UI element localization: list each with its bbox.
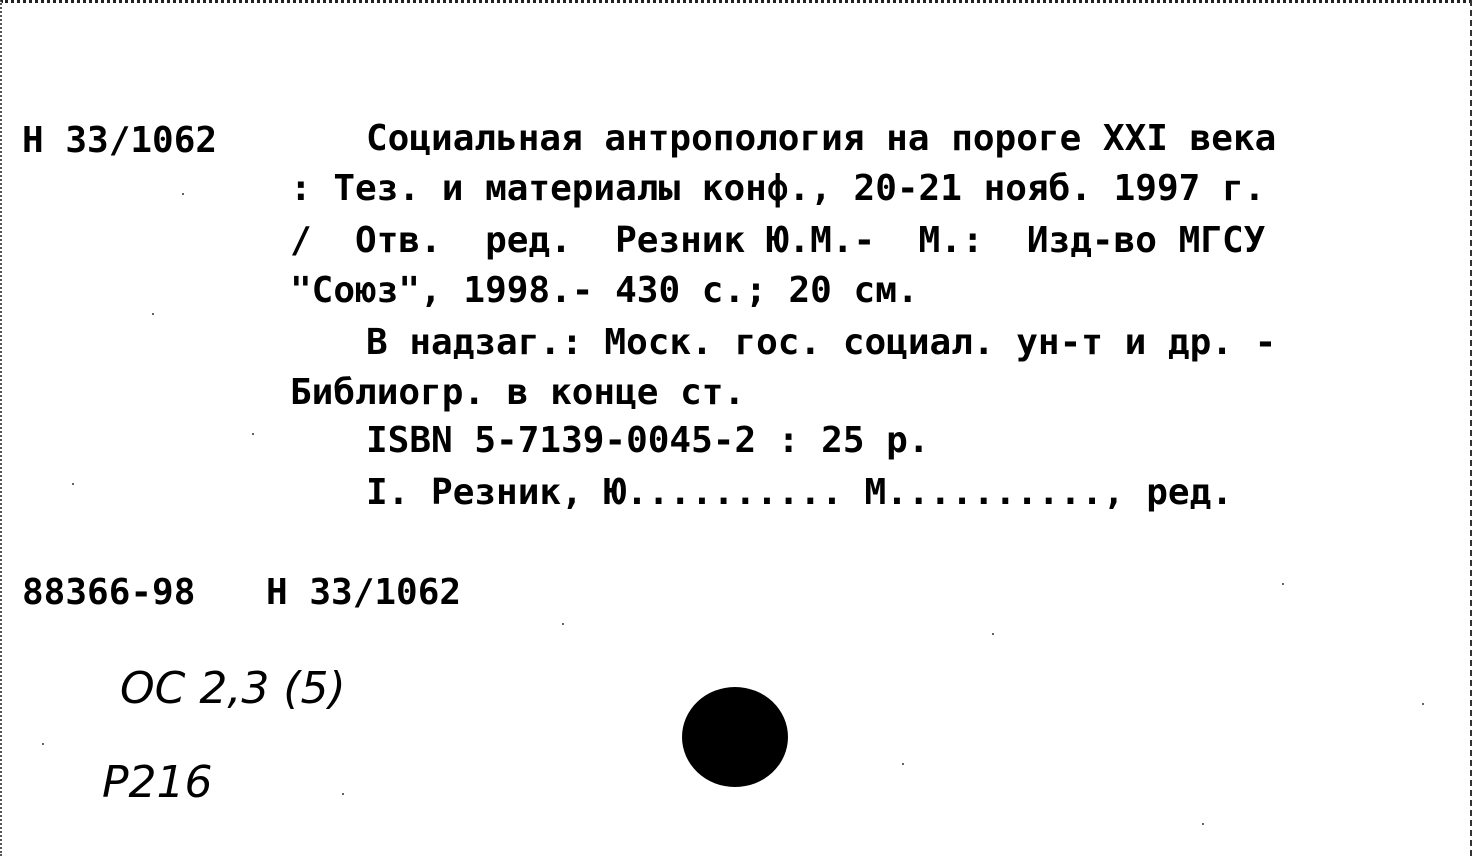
scan-speck (1202, 823, 1204, 825)
handwritten-code: Р216 (102, 757, 213, 808)
scan-speck (992, 633, 994, 635)
entry-line: : Тез. и материалы конф., 20-21 нояб. 1997 г. (290, 168, 1266, 209)
scan-speck (152, 313, 154, 315)
scan-speck (42, 743, 44, 745)
scan-speck (562, 623, 564, 625)
isbn-line: ISBN 5-7139-0045-2 : 25 р. (366, 420, 930, 461)
scan-speck (252, 433, 254, 435)
note-line: В надзаг.: Моск. гос. социал. ун-т и др. - (366, 322, 1277, 363)
scan-speck (902, 763, 904, 765)
scan-speck (182, 193, 184, 195)
punch-hole (682, 687, 788, 787)
scan-speck (72, 483, 74, 485)
note-line: Библиогр. в конце ст. (290, 372, 746, 413)
footer-number: 88366-98 (22, 572, 196, 613)
call-number: Н 33/1062 (22, 120, 218, 161)
entry-line: "Союз", 1998.- 430 с.; 20 см. (290, 270, 919, 311)
entry-title-line: Социальная антропология на пороге XXI века (366, 118, 1277, 159)
footer-call-number: Н 33/1062 (266, 572, 462, 613)
added-entry-line: I. Резник, Ю.......... М.........., ред. (366, 472, 1233, 513)
scan-speck (1282, 583, 1284, 585)
entry-line: / Отв. ред. Резник Ю.М.- М.: Изд-во МГСУ (290, 220, 1266, 261)
handwritten-classification: ОС 2,3 (5) (120, 663, 346, 714)
scan-speck (1422, 703, 1424, 705)
scan-speck (342, 793, 344, 795)
